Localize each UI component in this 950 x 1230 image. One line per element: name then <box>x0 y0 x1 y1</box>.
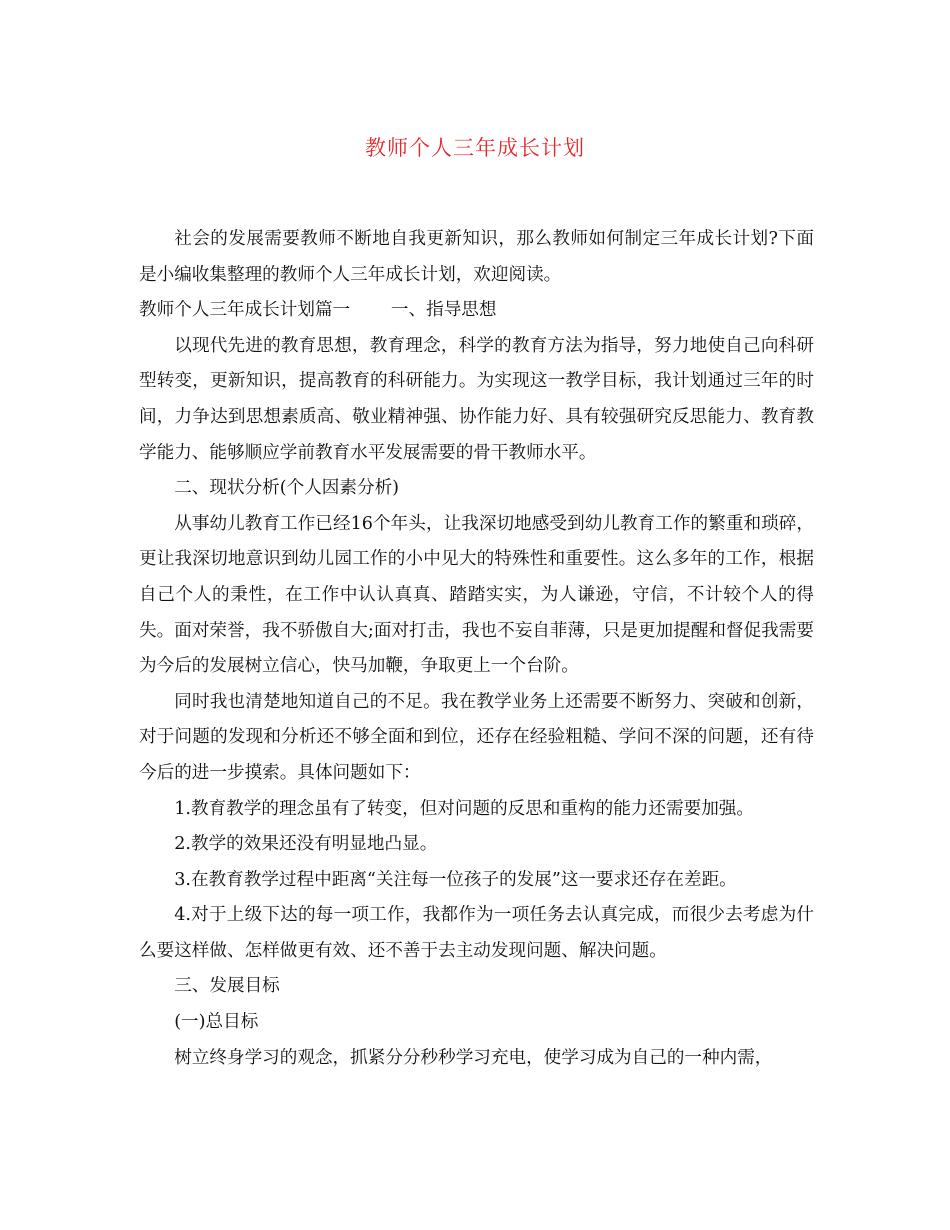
section-heading-status-analysis: 二、现状分析(个人因素分析) <box>174 478 400 499</box>
section-heading-guiding-thought: 教师个人三年成长计划篇一 一、指导思想 <box>139 300 497 321</box>
list-item: 1.教育教学的理念虽有了转变，但对问题的反思和重构的能力还需要加强。 <box>174 798 754 819</box>
section-heading-development-goals: 三、发展目标 <box>174 976 280 997</box>
list-item: 2.教学的效果还没有明显地凸显。 <box>174 834 438 855</box>
subsection-heading-overall-goal: (一)总目标 <box>174 1012 259 1033</box>
list-item: 3.在教育教学过程中距离“关注每一位孩子的发展”这一要求还存在差距。 <box>174 869 737 890</box>
list-item: 4.对于上级下达的每一项工作，我都作为一项任务去认真完成，而很少去考虑为什么要这样做、怎样做更有效、还不善于去主动发现问题、解决问题。 <box>139 905 814 961</box>
overall-goal-paragraph: 树立终身学习的观念，抓紧分分秒秒学习充电，使学习成为自己的一种内需， <box>174 1047 773 1068</box>
shortcomings-paragraph: 同时我也清楚地知道自己的不足。我在教学业务上还需要不断努力、突破和创新，对于问题的发现和分析还不够全面和到位，还存在经验粗糙、学问不深的问题，还有待今后的进一步摸索。具体问题如下： <box>139 691 814 783</box>
document-title: 教师个人三年成长计划 <box>365 136 585 160</box>
intro-paragraph: 社会的发展需要教师不断地自我更新知识，那么教师如何制定三年成长计划?下面是小编收集整理的教师个人三年成长计划，欢迎阅读。 <box>139 229 814 285</box>
status-analysis-paragraph: 从事幼儿教育工作已经16个年头，让我深切地感受到幼儿教育工作的繁重和琐碎，更让我深切地意识到幼儿园工作的小中见大的特殊性和重要性。这么多年的工作，根据自己个人的秉性，在工作中认认真真、踏踏实实，为人谦逊，守信，不计较个人的得失。面对荣誉，我不骄傲自大;面对打击，我也不妄自菲薄，只是更加提醒和督促我需要为今后的发展树立信心，快马加鞭，争取更上一个台阶。 <box>139 513 814 677</box>
guiding-thought-paragraph: 以现代先进的教育思想，教育理念，科学的教育方法为指导，努力地使自己向科研型转变，更新知识，提高教育的科研能力。为实现这一教学目标，我计划通过三年的时间，力争达到思想素质高、敬业精神强、协作能力好、具有较强研究反思能力、教育教学能力、能够顺应学前教育水平发展需要的骨干教师水平。 <box>139 335 814 463</box>
document-body <box>139 222 814 1076</box>
